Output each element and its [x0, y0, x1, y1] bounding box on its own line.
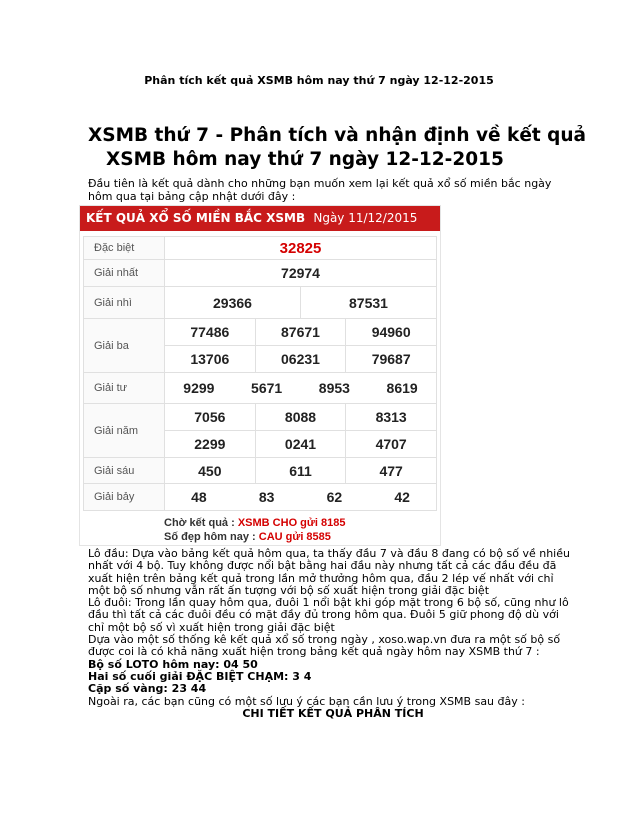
- table-row: [84, 287, 437, 319]
- promo1-code: XSMB CHO gửi 8185: [237, 517, 346, 529]
- section-heading: CHI TIẾT KẾT QUẢ PHÂN TÍCH: [242, 706, 424, 720]
- prize-label: Giải sáu: [84, 458, 165, 484]
- prize-value: 79687: [346, 346, 437, 373]
- paragraph-line: đầu thì tất cả các đuôi đều có mặt đầy đủ trong hôm qua. Đuôi 5 giữ phong độ dù với: [88, 608, 559, 622]
- intro-line2: hôm qua tại bảng cập nhật dưới đây :: [88, 190, 296, 203]
- intro-line1: Đầu tiên là kết quả dành cho những bạn muốn xem lại kết quả xổ số miền bắc ngày: [88, 177, 552, 190]
- promo2-prefix: Số đẹp hôm nay :: [164, 531, 256, 543]
- golden-pair: Cặp số vàng: 23 44: [88, 682, 207, 696]
- result-card-header: [80, 206, 440, 231]
- prize-value: 83: [258, 489, 275, 505]
- prize-value: 477: [346, 458, 437, 484]
- prize-value: 06231: [255, 346, 346, 373]
- outro-text: Ngoài ra, các bạn cũng có một số lưu ý các bạn cần lưu ý trong XSMB sau đây :: [88, 694, 525, 708]
- main-title: [88, 124, 608, 172]
- table-row: [84, 458, 437, 484]
- table-row: [84, 373, 437, 404]
- prize-values-group: [165, 484, 437, 511]
- prize-value: 4707: [346, 431, 437, 458]
- promo-block: [164, 516, 345, 544]
- prize-values-row: [165, 380, 436, 396]
- loto-numbers: Bộ số LOTO hôm nay: 04 50: [88, 657, 258, 671]
- prize-value: 8088: [255, 404, 346, 431]
- prize-label: Giải ba: [84, 319, 165, 373]
- prize-value: 72974: [165, 260, 437, 287]
- prize-label: Giải nhất: [84, 260, 165, 287]
- result-table: [83, 236, 437, 511]
- promo-line1: [164, 516, 345, 530]
- special-tail-numbers: Hai số cuối giải ĐẶC BIỆT CHẠM: 3 4: [88, 669, 312, 683]
- prize-values-row: [165, 489, 436, 505]
- paragraph-line: Dựa vào một số thống kê kết quả xổ số trong ngày , xoso.wap.vn đưa ra một số bộ số: [88, 633, 561, 647]
- prize-value: 8953: [318, 380, 350, 396]
- prize-label: Giải nhì: [84, 287, 165, 319]
- prize-value: 9299: [183, 380, 215, 396]
- paragraph-line: Lô đuôi: Trong lần quay hôm qua, đuôi 1 nổi bật khi góp mặt trong 6 bộ số, cũng như lô: [88, 596, 569, 610]
- table-row: [84, 237, 437, 260]
- prize-value: 13706: [165, 346, 256, 373]
- intro-text: [88, 177, 578, 203]
- analysis-body: [88, 548, 578, 720]
- prize-value: 2299: [165, 431, 256, 458]
- prize-value: 611: [255, 458, 346, 484]
- prize-label: Giải năm: [84, 404, 165, 458]
- promo1-prefix: Chờ kết quả :: [164, 517, 235, 529]
- paragraph-line: được coi là có khả năng xuất hiện trong bảng kết quả ngày hôm nay XSMB thứ 7 :: [88, 645, 540, 659]
- prize-value: 29366: [165, 287, 301, 319]
- paragraph-line: chỉ một bộ số vì xuất hiện trong giải đặc biệt: [88, 620, 335, 634]
- prize-values-group: [165, 373, 437, 404]
- prize-value: 8619: [386, 380, 418, 396]
- prize-value: 42: [394, 489, 410, 505]
- result-card-title: KẾT QUẢ XỔ SỐ MIỀN BẮC XSMB: [86, 211, 306, 225]
- table-row: [84, 484, 437, 511]
- prize-value: 94960: [346, 319, 437, 346]
- table-row: [84, 319, 437, 346]
- prize-value: 77486: [165, 319, 256, 346]
- paragraph-line: nhất với 4 bộ. Tuy không được nổi bật bằng hai đầu này nhưng tất cả các đầu đều đã: [88, 559, 557, 573]
- prize-value: 7056: [165, 404, 256, 431]
- paragraph-line: một bộ số nhưng vẫn rất ấn tượng với bộ số xuất hiện trong giải đặc biệt: [88, 583, 490, 597]
- paragraph-line: Lô đầu: Dựa vào bảng kết quả hôm qua, ta thấy đầu 7 và đầu 8 đang có bộ số về nhiều: [88, 547, 570, 560]
- promo-line2: [164, 530, 345, 544]
- prize-label: Đặc biệt: [84, 237, 165, 260]
- lottery-result-card: [79, 205, 441, 546]
- result-card-date: Ngày 11/12/2015: [313, 211, 418, 225]
- table-row: [84, 404, 437, 431]
- prize-label: Giải bảy: [84, 484, 165, 511]
- special-prize-value: 32825: [165, 237, 437, 260]
- prize-value: 48: [191, 489, 207, 505]
- main-title-line1: XSMB thứ 7 - Phân tích và nhận định về kết quả: [88, 125, 587, 146]
- prize-label: Giải tư: [84, 373, 165, 404]
- prize-value: 5671: [251, 380, 283, 396]
- prize-value: 8313: [346, 404, 437, 431]
- prize-value: 0241: [255, 431, 346, 458]
- main-title-line2: XSMB hôm nay thứ 7 ngày 12-12-2015: [106, 149, 504, 170]
- document-header: Phân tích kết quả XSMB hôm nay thứ 7 ngày 12-12-2015: [144, 74, 494, 87]
- prize-value: 450: [165, 458, 256, 484]
- promo2-code: CAU gửi 8585: [258, 531, 331, 543]
- prize-value: 87531: [300, 287, 436, 319]
- prize-value: 87671: [255, 319, 346, 346]
- paragraph-line: xuất hiện trên bảng kết quả trong lần mở thưởng hôm qua, đầu 2 lép vế nhất với chỉ: [88, 571, 554, 585]
- prize-value: 62: [326, 489, 343, 505]
- table-row: [84, 260, 437, 287]
